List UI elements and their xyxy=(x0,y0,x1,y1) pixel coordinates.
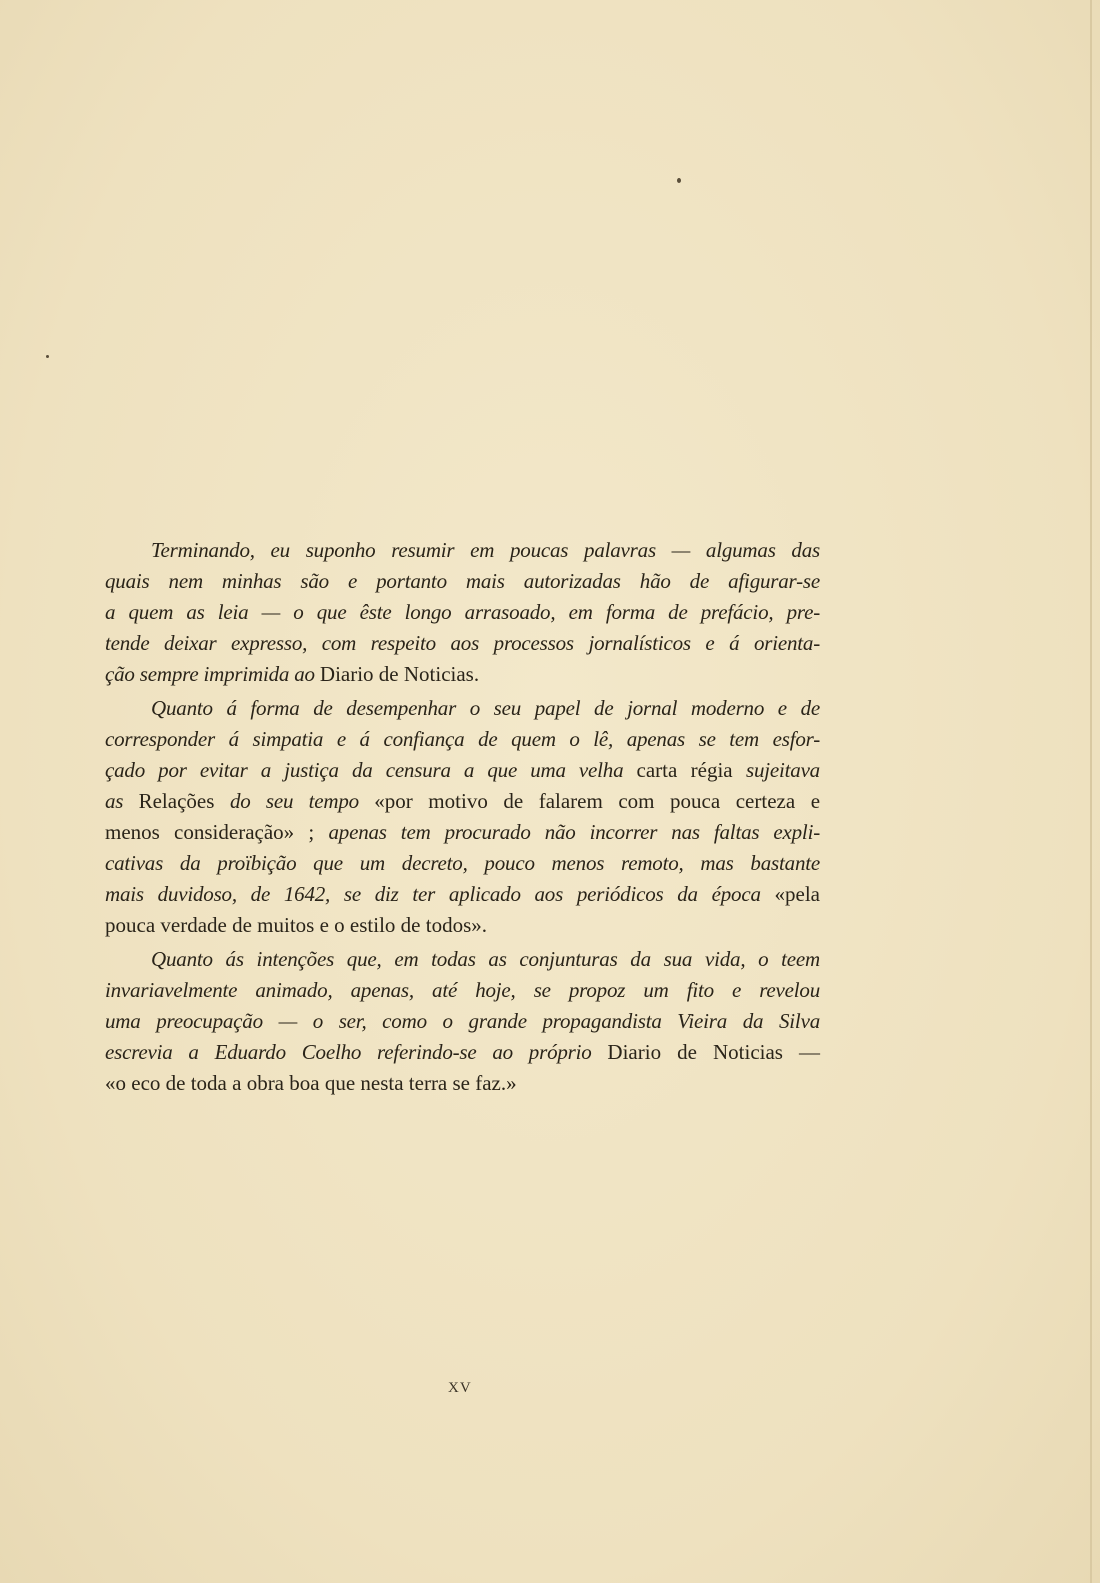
italic-text: Quanto ás intenções que, em todas as conjunturas da sua vida, o teem xyxy=(151,947,820,971)
italic-text: as xyxy=(105,789,139,813)
text-line xyxy=(105,848,820,879)
italic-text: çado por evitar a justiça da censura a que uma velha xyxy=(105,758,637,782)
text-line xyxy=(105,786,820,817)
italic-text: apenas tem procurado não incorrer nas faltas expli- xyxy=(328,820,820,844)
italic-text: tende deixar expresso, com respeito aos processos jornalísticos e á orienta- xyxy=(105,631,820,655)
text-line xyxy=(105,566,820,597)
italic-text: a quem as leia — o que êste longo arrasoado, em forma de prefácio, pre- xyxy=(105,600,820,624)
ink-speck xyxy=(46,355,49,358)
italic-text: do seu tempo xyxy=(229,789,375,813)
text-line xyxy=(105,944,820,975)
text-line xyxy=(105,628,820,659)
ink-speck xyxy=(677,178,681,183)
roman-text: carta régia xyxy=(636,758,746,782)
text-line xyxy=(105,1037,820,1068)
italic-text: Terminando, eu suponho resumir em poucas palavras — algumas das xyxy=(151,538,820,562)
text-line xyxy=(105,693,820,724)
text-line xyxy=(105,817,820,848)
text-line xyxy=(105,724,820,755)
body-text xyxy=(105,535,820,1099)
italic-text: corresponder á simpatia e á confiança de quem o lê, apenas se tem esfor- xyxy=(105,727,820,751)
roman-text: Diario de Noticias — xyxy=(607,1040,821,1064)
roman-text: Relações xyxy=(138,789,230,813)
roman-text: «por motivo de falarem com pouca certeza e xyxy=(374,789,821,813)
text-line xyxy=(105,910,820,941)
italic-text: ção sempre imprimida ao xyxy=(105,662,320,686)
roman-text: «pela xyxy=(774,882,820,906)
text-line xyxy=(105,535,820,566)
roman-text: menos consideração» ; xyxy=(105,820,329,844)
italic-text: quais nem minhas são e portanto mais autorizadas hão de afigurar-se xyxy=(105,569,820,593)
roman-text: «o eco de toda a obra boa que nesta terra se faz.» xyxy=(105,1071,517,1095)
text-line xyxy=(105,1068,820,1099)
text-line xyxy=(105,659,820,690)
text-line xyxy=(105,879,820,910)
italic-text: escrevia a Eduardo Coelho referindo-se ao próprio xyxy=(105,1040,608,1064)
roman-text: pouca verdade de muitos e o estilo de todos». xyxy=(105,913,487,937)
italic-text: uma preocupação — o ser, como o grande propagandista Vieira da Silva xyxy=(105,1009,820,1033)
italic-text: sujeitava xyxy=(745,758,820,782)
italic-text: mais duvidoso, de 1642, se diz ter aplicado aos periódicos da época xyxy=(105,882,775,906)
page-edge xyxy=(1090,0,1092,1583)
roman-text: Diario de Noticias. xyxy=(319,662,480,686)
page-number: XV xyxy=(448,1380,472,1396)
text-line xyxy=(105,1006,820,1037)
italic-text: cativas da proïbição que um decreto, pouco menos remoto, mas bastante xyxy=(105,851,820,875)
italic-text: Quanto á forma de desempenhar o seu papel de jornal moderno e de xyxy=(151,696,820,720)
text-line xyxy=(105,755,820,786)
text-line xyxy=(105,975,820,1006)
italic-text: invariavelmente animado, apenas, até hoje, se propoz um fito e revelou xyxy=(105,978,820,1002)
text-line xyxy=(105,597,820,628)
